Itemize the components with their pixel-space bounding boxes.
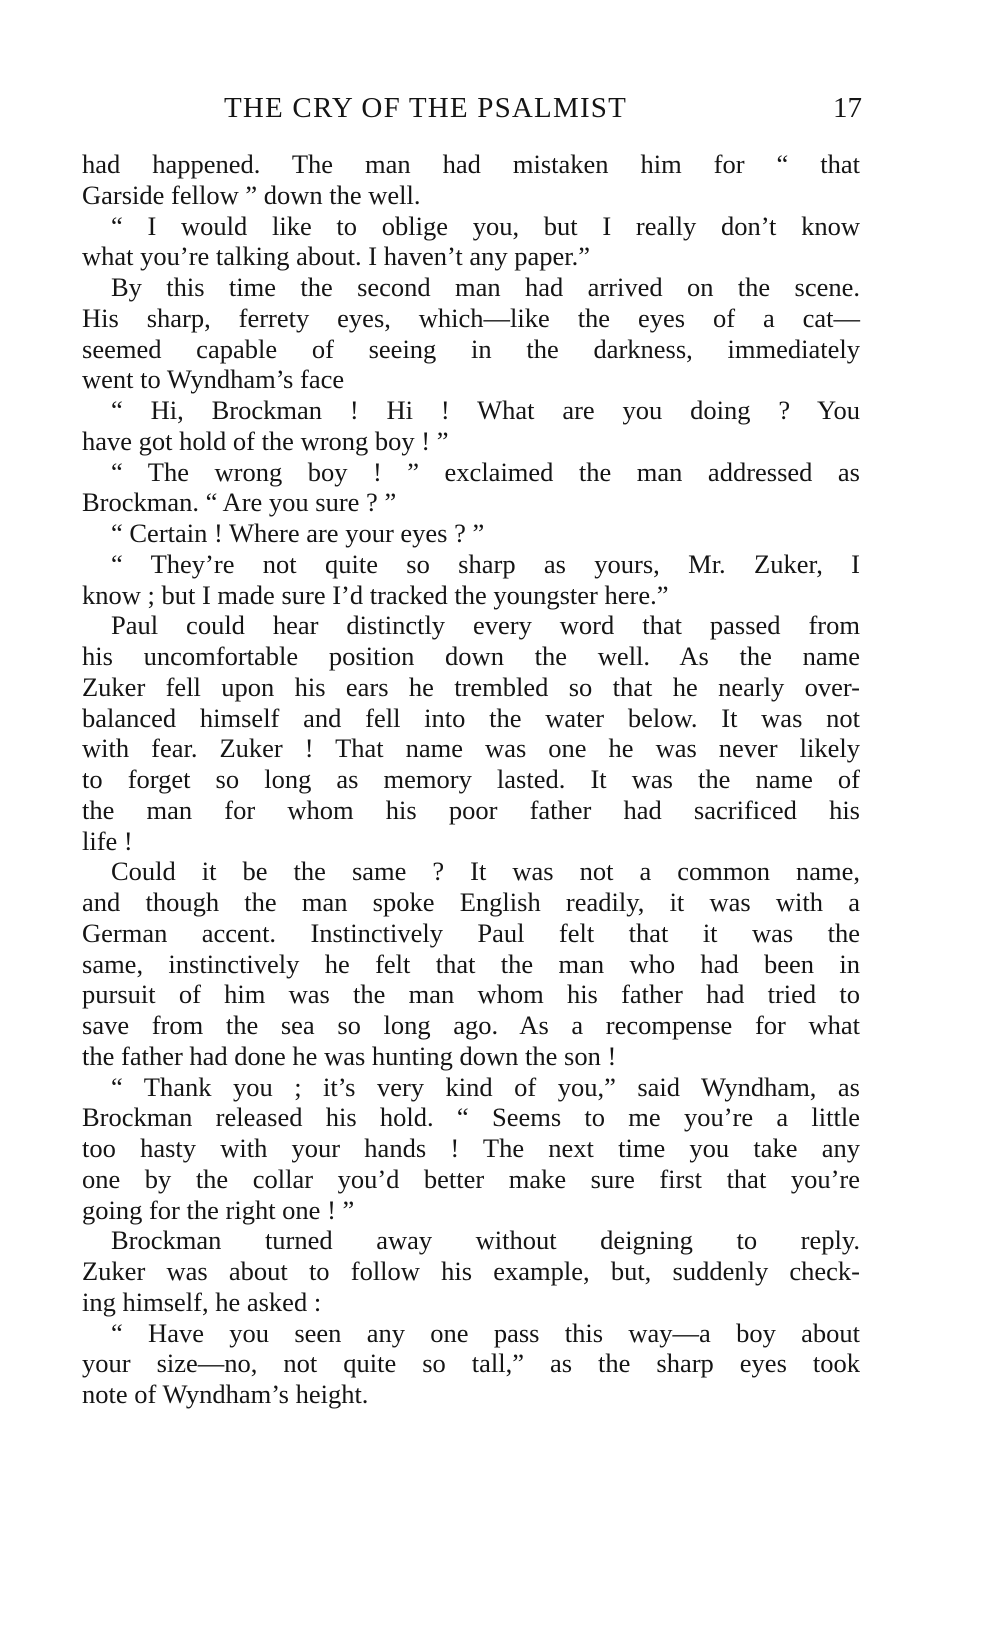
text-line: “ I would like to oblige you, but I really don’t know	[111, 210, 860, 241]
text-line: save from the sea so long ago. As a recompense for what	[82, 1010, 860, 1040]
text-line: “ Have you seen any one pass this way—a boy about	[111, 1317, 860, 1348]
page-header	[82, 88, 862, 128]
text-line: balanced himself and fell into the water below. It was not	[82, 702, 860, 733]
text-line: By this time the second man had arrived on the scene.	[111, 272, 860, 302]
text-line: had happened. The man had mistaken him for “ that	[82, 149, 860, 179]
text-line: what you’re talking about. I haven’t any paper.”	[82, 241, 590, 272]
text-line: Garside fellow ” down the well.	[82, 179, 421, 210]
text-line: pursuit of him was the man whom his father had tried to	[82, 979, 860, 1010]
text-line: your size—no, not quite so tall,” as the sharp eyes took	[82, 1348, 860, 1379]
text-line: ing himself, he asked :	[82, 1286, 322, 1317]
text-line: “ Certain ! Where are your eyes ? ”	[111, 518, 485, 548]
text-line: and though the man spoke English readily, it was with a	[82, 887, 860, 917]
text-line: His sharp, ferrety eyes, which—like the eyes of a cat—	[82, 302, 860, 333]
text-line: Paul could hear distinctly every word that passed from	[111, 610, 860, 641]
text-line: with fear. Zuker ! That name was one he was never likely	[82, 733, 860, 764]
text-line: the father had done he was hunting down the son !	[82, 1040, 617, 1071]
text-line: his uncomfortable position down the well. As the name	[82, 641, 860, 671]
text-line: to forget so long as memory lasted. It was the name of	[82, 764, 860, 794]
text-line: Brockman turned away without deigning to reply.	[111, 1225, 860, 1256]
text-line: too hasty with your hands ! The next time you take any	[82, 1133, 860, 1163]
page-number: 17	[833, 92, 862, 124]
text-line: going for the right one ! ”	[82, 1194, 355, 1225]
text-line: “ The wrong boy ! ” exclaimed the man addressed as	[111, 456, 860, 487]
text-line: know ; but I made sure I’d tracked the youngster here.”	[82, 579, 669, 610]
text-line: the man for whom his poor father had sacrificed his	[82, 794, 860, 825]
body-text	[82, 149, 860, 1410]
text-line: Brockman. “ Are you sure ? ”	[82, 487, 397, 518]
running-title: THE CRY OF THE PSALMIST	[224, 92, 628, 124]
text-line: life !	[82, 825, 133, 856]
text-line: “ They’re not quite so sharp as yours, Mr. Zuker, I	[111, 548, 860, 579]
text-line: Zuker fell upon his ears he trembled so that he nearly over-	[82, 671, 860, 702]
text-line: “ Thank you ; it’s very kind of you,” said Wyndham, as	[111, 1071, 860, 1102]
text-line: Could it be the same ? It was not a common name,	[111, 856, 860, 887]
text-line: have got hold of the wrong boy ! ”	[82, 425, 449, 456]
text-line: went to Wyndham’s face	[82, 364, 345, 395]
text-line: Brockman released his hold. “ Seems to me you’re a little	[82, 1102, 860, 1133]
text-line: one by the collar you’d better make sure first that you’re	[82, 1163, 860, 1194]
text-line: note of Wyndham’s height.	[82, 1379, 369, 1409]
text-line: German accent. Instinctively Paul felt that it was the	[82, 917, 860, 948]
text-line: same, instinctively he felt that the man who had been in	[82, 948, 860, 979]
text-line: Zuker was about to follow his example, but, suddenly check-	[82, 1256, 860, 1286]
text-line: “ Hi, Brockman ! Hi ! What are you doing ? You	[111, 395, 860, 425]
text-line: seemed capable of seeing in the darkness, immediately	[82, 333, 860, 364]
